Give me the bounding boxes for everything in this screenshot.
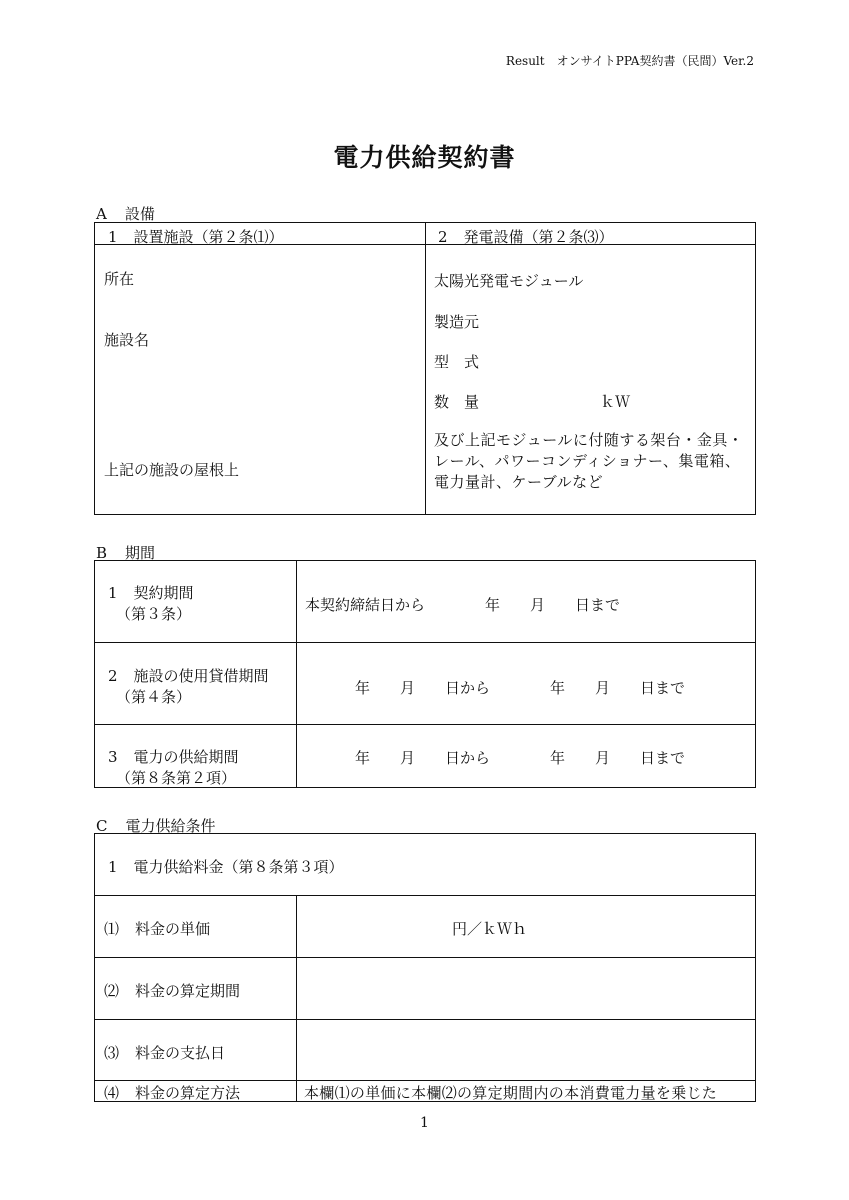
unit-price-value: 円／ｋＷｈ: [452, 920, 528, 938]
table-divider: [94, 1019, 756, 1020]
contract-period-ref: （第３条）: [116, 605, 192, 623]
section-a-heading: [96, 203, 173, 224]
facility-loan-period-label: [108, 665, 269, 686]
row-label: 電力の供給期間: [133, 748, 239, 766]
row-number: ⑶: [104, 1044, 120, 1062]
row-label: 電力供給料金（第８条第３項）: [133, 858, 344, 876]
section-c-title: 電力供給条件: [125, 817, 216, 835]
billing-period-label: [104, 980, 240, 1001]
quantity-label: 数 量: [434, 393, 480, 411]
page-number: 1: [420, 1115, 429, 1131]
row-number: 1: [108, 584, 118, 602]
contract-period-label: [108, 582, 194, 603]
header-number: 1: [108, 228, 118, 246]
section-b-title: 期間: [125, 544, 156, 562]
table-divider: [425, 222, 426, 515]
row-number: 2: [108, 667, 118, 685]
section-c-letter: C: [96, 817, 108, 835]
manufacturer-label: 製造元: [434, 313, 480, 331]
page-title: 電力供給契約書: [333, 143, 516, 172]
table-divider: [94, 895, 756, 896]
table-divider: [296, 895, 297, 1102]
row-number: ⑷: [104, 1084, 120, 1102]
supply-period-label: [108, 746, 239, 767]
row-label: 料金の算定方法: [135, 1084, 241, 1102]
row-number: 1: [108, 858, 118, 876]
calculation-method-label: [104, 1082, 240, 1103]
unit-price-label: [104, 918, 210, 939]
location-label: 所在: [104, 270, 135, 288]
supply-period-ref: （第８条第２項）: [116, 769, 237, 787]
row-label: 料金の算定期間: [135, 982, 241, 1000]
payment-date-label: [104, 1042, 225, 1063]
row-number: 3: [108, 748, 118, 766]
header-label: 設置施設（第２条⑴）: [133, 228, 284, 246]
header-label: 発電設備（第２条⑶）: [463, 228, 614, 246]
supply-period-value: 年 月 日から 年 月 日まで: [355, 749, 686, 767]
table-divider: [94, 724, 756, 725]
row-label: 施設の使用貸借期間: [133, 667, 269, 685]
table-divider: [94, 1080, 756, 1081]
contract-period-value: 本契約締結日から 年 月 日まで: [305, 596, 621, 614]
model-label: 型 式: [434, 353, 480, 371]
table-divider: [94, 957, 756, 958]
document-header: Result オンサイトPPA契約書（民間）Ver.2: [505, 54, 754, 68]
quantity-unit: ｋＷ: [600, 393, 631, 411]
header-number: 2: [438, 228, 448, 246]
section-a-title: 設備: [124, 205, 155, 223]
solar-module-label: 太陽光発電モジュール: [434, 272, 584, 290]
table-divider: [94, 642, 756, 643]
accessories-text: 及び上記モジュールに付随する架台・金具・レール、パワーコンディショナー、集電箱、電力量計、ケーブルなど: [434, 431, 744, 491]
row-label: 契約期間: [133, 584, 194, 602]
calculation-method-value: 本欄⑴の単価に本欄⑵の算定期間内の本消費電力量を乗じた: [304, 1084, 718, 1102]
facility-name-label: 施設名: [104, 331, 150, 349]
supply-fee-header: [108, 856, 344, 877]
row-number: ⑵: [104, 982, 120, 1000]
row-label: 料金の支払日: [135, 1044, 226, 1062]
facility-loan-period-ref: （第４条）: [116, 688, 192, 706]
section-b-letter: B: [96, 544, 108, 562]
row-label: 料金の単価: [135, 920, 211, 938]
facility-loan-period-value: 年 月 日から 年 月 日まで: [355, 679, 686, 697]
roof-label: 上記の施設の屋根上: [104, 461, 240, 479]
section-a-letter: A: [96, 205, 107, 223]
row-number: ⑴: [104, 920, 120, 938]
power-equipment-header: [438, 226, 614, 247]
table-divider: [296, 560, 297, 788]
installation-facility-header: [108, 226, 284, 247]
